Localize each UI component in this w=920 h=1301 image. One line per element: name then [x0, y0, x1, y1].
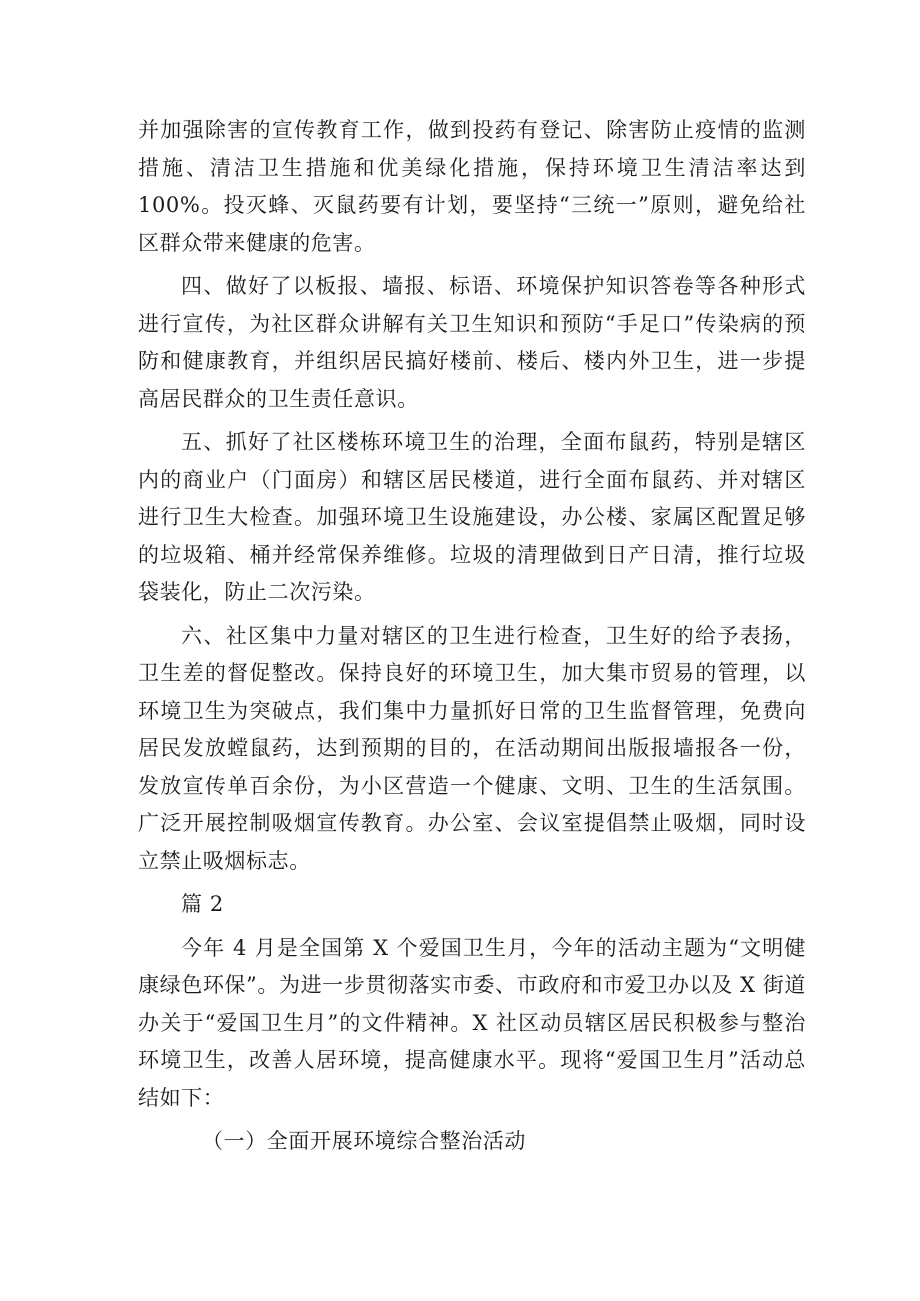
paragraph-section-five: 五、抓好了社区楼栋环境卫生的治理，全面布鼠药，特别是辖区内的商业户（门面房）和辖区居民楼道，进行全面布鼠药、并对辖区进行卫生大检查。加强环境卫生设施建设，办公楼、家属区配置足够的垃圾箱、桶并经常保养维修。垃圾的清理做到日产日清，推行垃圾袋装化，防止二次污染。	[138, 430, 806, 604]
paragraph-continuation: 并加强除害的宣传教育工作，做到投药有登记、除害防止疫情的监测措施、清洁卫生措施和优美绿化措施，保持环境卫生清洁率达到100%。投灭蜂、灭鼠药要有计划，要坚持“三统一”原则，避免给社区群众带来健康的危害。	[138, 118, 806, 255]
paragraph-part-2-intro: 今年 4 月是全国第 X 个爱国卫生月，今年的活动主题为“文明健康绿色环保”。为进一步贯彻落实市委、市政府和市爱卫办以及 X 街道办关于“爱国卫生月”的文件精神。X 社区动员辖区居民积极参与整治环境卫生，改善人居环境，提高健康水平。现将“爱国卫生月”活动总结如下：	[138, 935, 806, 1110]
paragraph-section-six: 六、社区集中力量对辖区的卫生进行检查，卫生好的给予表扬，卫生差的督促整改。保持良好的环境卫生，加大集市贸易的管理，以环境卫生为突破点，我们集中力量抓好日常的卫生监督管理，免费向居民发放螳鼠药，达到预期的目的，在活动期间出版报墙报各一份，发放宣传单百余份，为小区营造一个健康、文明、卫生的生活氛围。广泛开展控制吸烟宣传教育。办公室、会议室提倡禁止吸烟，同时设立禁止吸烟标志。	[138, 623, 806, 873]
document-body	[138, 112, 806, 1167]
section-heading-part-2: 篇 2	[181, 892, 224, 916]
sub-heading-one: （一）全面开展环境综合整治活动	[202, 1129, 526, 1153]
paragraph-section-four: 四、做好了以板报、墙报、标语、环境保护知识答卷等各种形式进行宣传，为社区群众讲解有关卫生知识和预防“手足口”传染病的预防和健康教育，并组织居民搞好楼前、楼后、楼内外卫生，进一步提高居民群众的卫生责任意识。	[138, 274, 806, 411]
